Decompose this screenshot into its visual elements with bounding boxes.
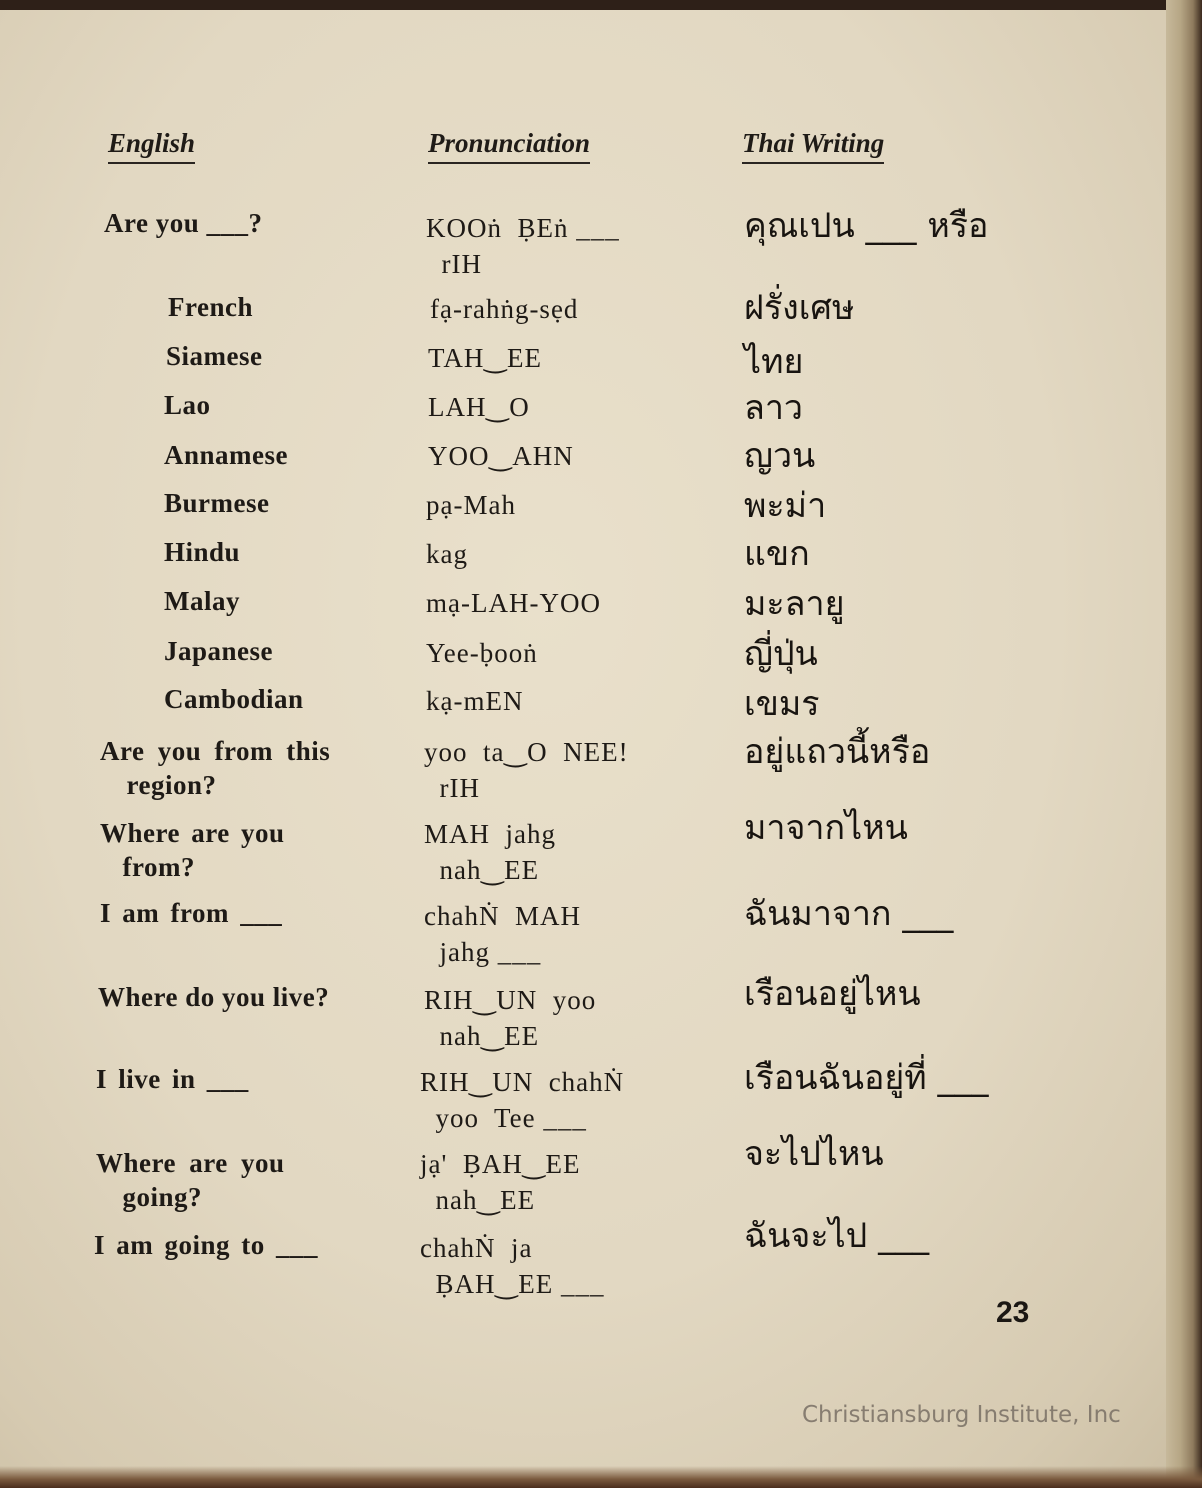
- thai-writing: ลาว: [744, 388, 804, 428]
- pronunciation-text: pạ-Mah: [426, 490, 516, 520]
- page-edge-bottom: [0, 1466, 1202, 1488]
- english-phrase: Annamese: [164, 440, 288, 470]
- pronunciation-text: yoo ta‿O NEE! rIH: [424, 737, 629, 803]
- english-phrase: Lao: [164, 390, 211, 420]
- english-phrase: French: [168, 292, 253, 322]
- english-phrase: I am from ___: [100, 898, 283, 928]
- thai-writing: จะไปไหน: [744, 1134, 884, 1174]
- english-phrase: Burmese: [164, 488, 270, 518]
- english-phrase: Malay: [164, 586, 240, 616]
- watermark: Christiansburg Institute, Inc: [802, 1402, 1121, 1428]
- pronunciation-text: KOOṅ ḄEṅ ___ rIH: [426, 213, 620, 279]
- header-pronunciation: Pronunciation: [428, 128, 590, 164]
- pronunciation-text: MAH jahg nah‿EE: [424, 819, 556, 885]
- header-english: English: [108, 128, 195, 164]
- thai-writing: อยู่แถวนี้หรือ: [744, 732, 931, 772]
- pronunciation-text: RIH‿UN chahṄ yoo Tee ___: [420, 1067, 625, 1133]
- thai-writing: ญวน: [744, 436, 816, 476]
- thai-writing: มาจากไหน: [744, 808, 908, 848]
- pronunciation-text: TAH‿EE: [428, 343, 543, 373]
- english-phrase: Siamese: [166, 341, 263, 371]
- pronunciation-text: chahṄ MAH jahg ___: [424, 901, 581, 967]
- thai-writing: ไทย: [744, 342, 804, 382]
- pronunciation-text: kag: [426, 539, 468, 569]
- header-thai-writing: Thai Writing: [742, 128, 884, 164]
- thai-writing: เรือนอยู่ไหน: [744, 974, 921, 1014]
- page-number: 23: [996, 1296, 1030, 1329]
- english-phrase: Where are you from?: [100, 818, 285, 882]
- thai-writing: มะลายู: [744, 584, 845, 624]
- english-phrase: Are you ___?: [104, 208, 263, 238]
- pronunciation-text: chahṄ ja ḄAH‿EE ___: [420, 1233, 605, 1299]
- thai-writing: ฝรั่งเศษ: [744, 288, 855, 328]
- english-phrase: I live in ___: [96, 1064, 249, 1094]
- english-phrase: Where are you going?: [96, 1148, 285, 1212]
- english-phrase: Cambodian: [164, 684, 304, 714]
- pronunciation-text: mạ-LAH-YOO: [426, 588, 601, 618]
- pronunciation-text: YOO‿AHN: [428, 441, 574, 471]
- thai-writing: ฉันมาจาก ___: [744, 894, 954, 934]
- thai-writing: พะม่า: [744, 486, 827, 526]
- pronunciation-text: LAH‿O: [428, 392, 530, 422]
- pronunciation-text: fạ-rahṅg-sẹd: [430, 294, 579, 324]
- english-phrase: Where do you live?: [98, 982, 330, 1012]
- thai-writing: แขก: [744, 534, 810, 574]
- thai-writing: คุณเปน ___ หรือ: [744, 206, 989, 246]
- english-phrase: I am going to ___: [94, 1230, 319, 1260]
- page-edge-right: [1166, 0, 1202, 1488]
- pronunciation-text: RIH‿UN yoo nah‿EE: [424, 985, 597, 1051]
- pronunciation-text: kạ-mEN: [426, 686, 524, 716]
- english-phrase: Are you from this region?: [100, 736, 331, 800]
- english-phrase: Japanese: [164, 636, 274, 666]
- thai-writing: ญี่ปุ่น: [744, 634, 818, 674]
- english-phrase: Hindu: [164, 537, 241, 567]
- pronunciation-text: jạ' ḄAH‿EE nah‿EE: [420, 1149, 581, 1215]
- pronunciation-text: Yee-ḅooṅ: [426, 638, 538, 668]
- thai-writing: เรือนฉันอยู่ที่ ___: [744, 1058, 989, 1098]
- thai-writing: เขมร: [744, 684, 820, 724]
- thai-writing: ฉันจะไป ___: [744, 1216, 930, 1256]
